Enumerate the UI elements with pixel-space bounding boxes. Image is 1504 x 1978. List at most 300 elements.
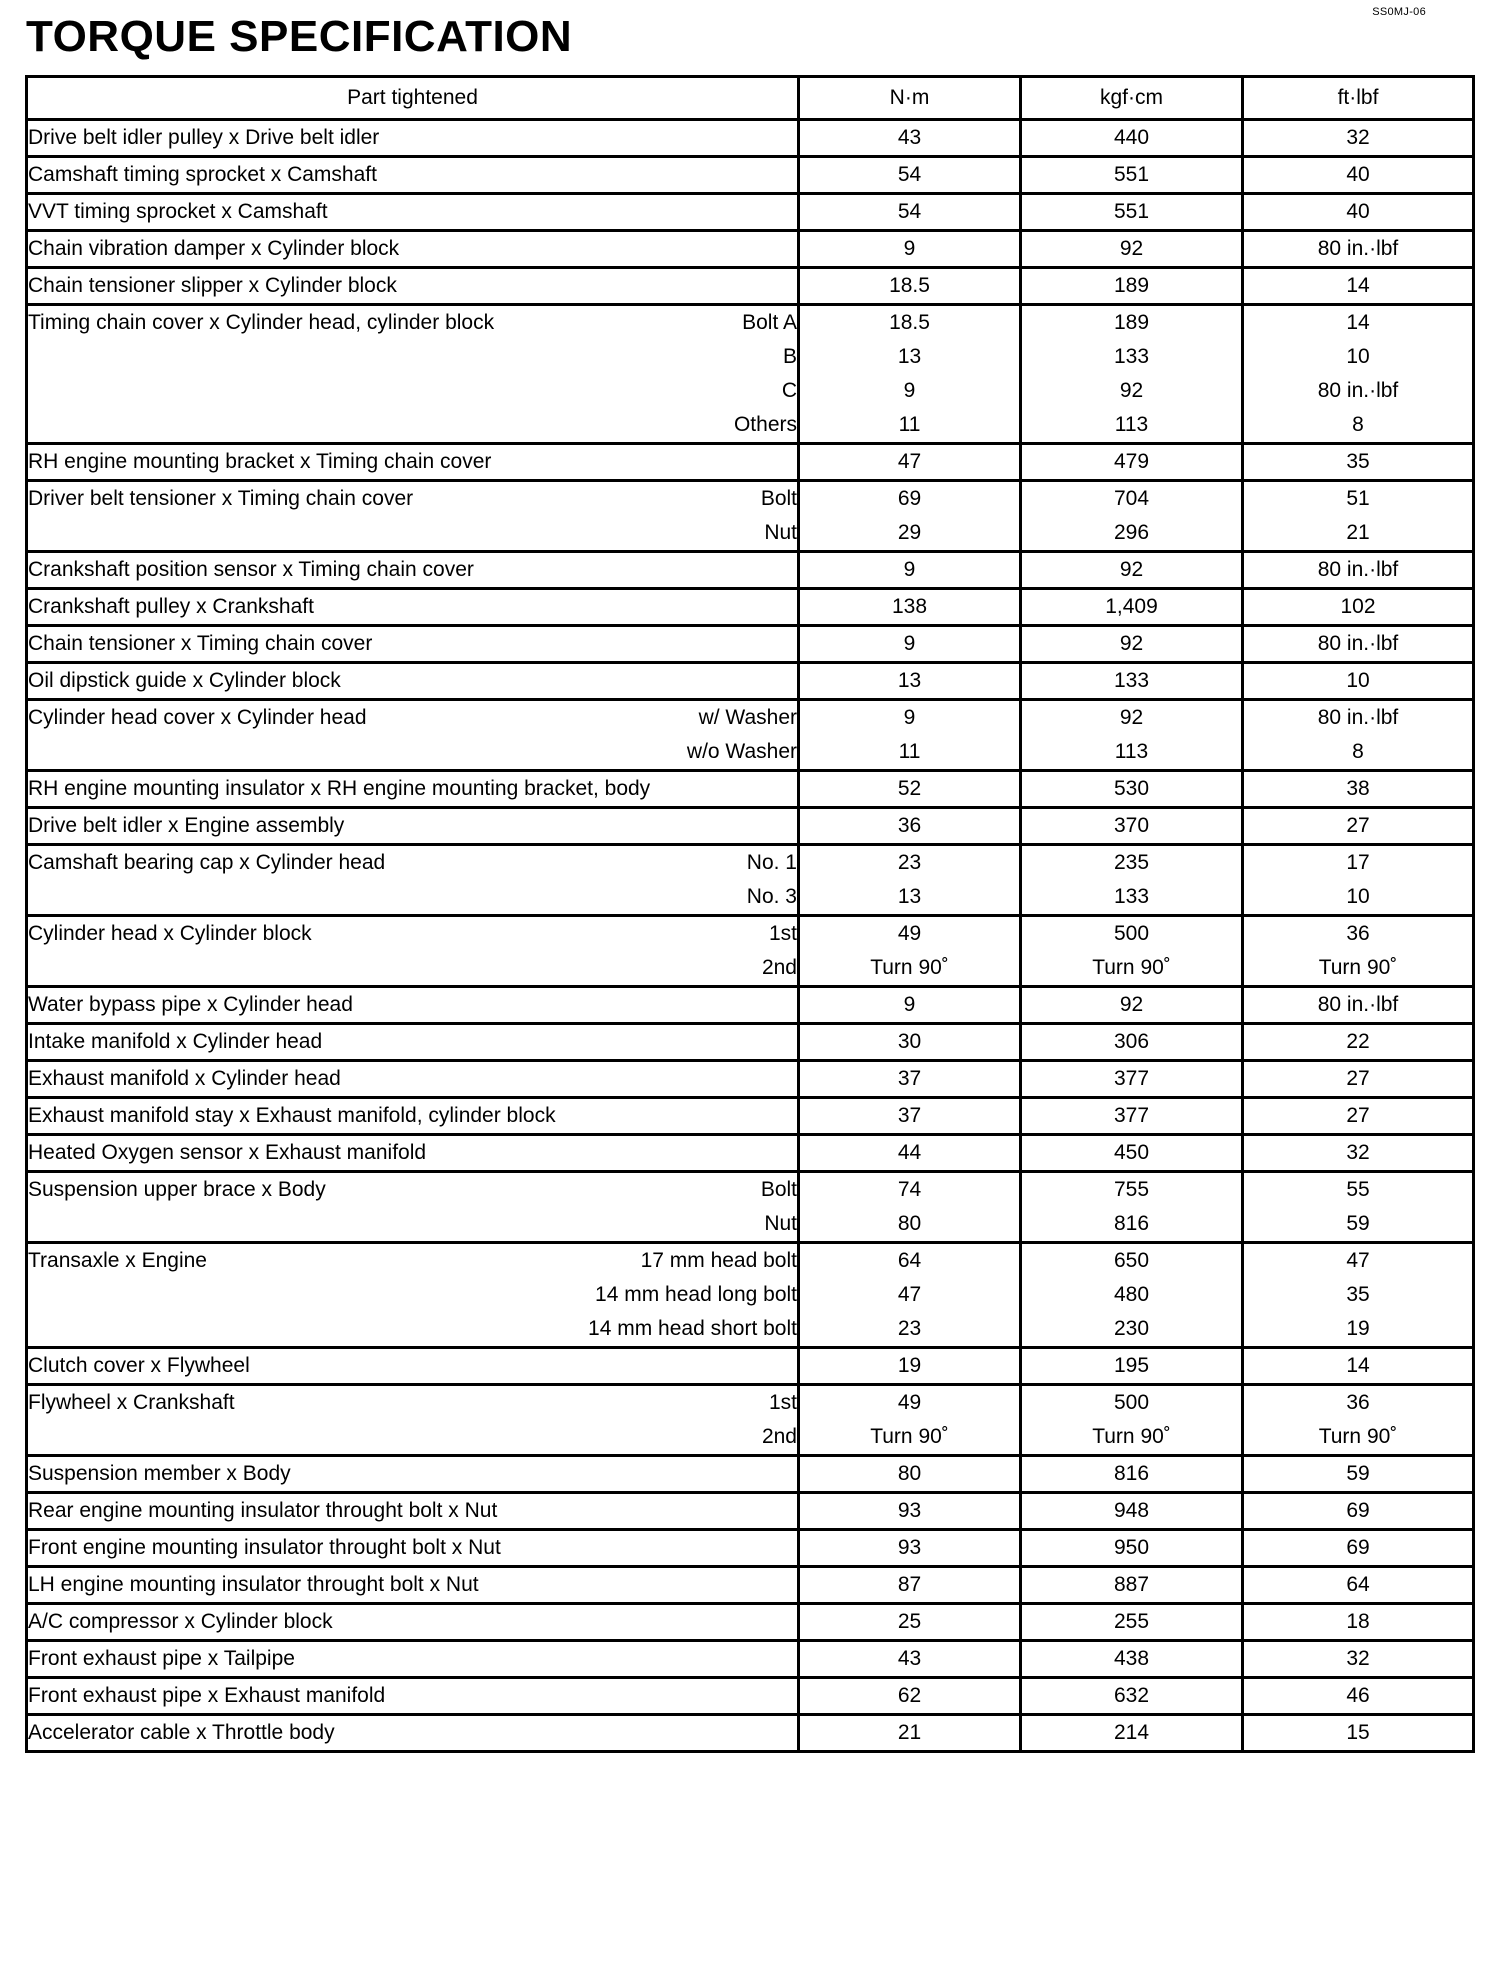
part-name: Camshaft timing sprocket x Camshaft: [28, 163, 377, 186]
part-cell: [27, 1385, 799, 1456]
part-line: [28, 951, 797, 985]
value: 22: [1346, 1030, 1370, 1053]
kgf-cell: [1021, 1530, 1243, 1567]
value: 8: [1352, 740, 1364, 763]
table-row: [27, 552, 1474, 589]
table-row: [27, 1135, 1474, 1172]
value: 30: [897, 1030, 922, 1053]
value: 133: [1113, 669, 1150, 692]
kgf-cell: [1021, 120, 1243, 157]
part-sub-label: 1st: [768, 922, 797, 945]
part-sub-label: C: [781, 379, 797, 402]
part-name: Camshaft bearing cap x Cylinder head: [28, 851, 386, 874]
ftlbf-cell: [1243, 589, 1474, 626]
part-line: [28, 1136, 797, 1170]
table-row: [27, 589, 1474, 626]
value: 11: [898, 740, 921, 763]
part-sub-label: Nut: [764, 521, 797, 544]
part-name: Driver belt tensioner x Timing chain cover: [28, 487, 414, 510]
value: 13: [897, 885, 922, 908]
ftlbf-cell: [1243, 552, 1474, 589]
value: 479: [1113, 450, 1150, 473]
ftlbf-cell: [1243, 987, 1474, 1024]
part-cell: [27, 305, 799, 444]
ftlbf-cell: [1243, 1135, 1474, 1172]
value: 704: [1113, 487, 1150, 510]
value: 32: [1346, 1647, 1370, 1670]
table-row: [27, 481, 1474, 552]
part-cell: [27, 231, 799, 268]
ftlbf-cell: [1243, 1604, 1474, 1641]
part-cell: [27, 1530, 799, 1567]
nm-cell: [799, 157, 1021, 194]
table-row: [27, 626, 1474, 663]
value: 14: [1346, 274, 1370, 297]
value: 40: [1346, 200, 1370, 223]
kgf-cell: [1021, 1493, 1243, 1530]
part-sub-label: Bolt: [760, 1178, 797, 1201]
value: 80 in.·lbf: [1317, 993, 1399, 1016]
part-cell: [27, 1172, 799, 1243]
value: 9: [903, 706, 916, 729]
table-row: [27, 444, 1474, 481]
value: 14: [1346, 1354, 1370, 1377]
part-line: [28, 306, 797, 340]
part-name: A/C compressor x Cylinder block: [28, 1610, 333, 1633]
nm-cell: [799, 481, 1021, 552]
part-cell: [27, 771, 799, 808]
ftlbf-cell: [1243, 1024, 1474, 1061]
value: 36: [1346, 922, 1370, 945]
part-name: Crankshaft pulley x Crankshaft: [28, 595, 314, 618]
table-row: [27, 1061, 1474, 1098]
part-name: Crankshaft position sensor x Timing chain cover: [28, 558, 474, 581]
value: Turn 90˚: [870, 956, 949, 979]
part-line: [28, 408, 797, 442]
value: 816: [1113, 1462, 1150, 1485]
table-row: [27, 1098, 1474, 1135]
value: Turn 90˚: [1092, 1425, 1171, 1448]
part-line: [28, 1531, 797, 1565]
part-cell: [27, 1678, 799, 1715]
value: 27: [1346, 1067, 1370, 1090]
part-name: VVT timing sprocket x Camshaft: [28, 200, 328, 223]
table-row: [27, 1715, 1474, 1752]
value: 21: [897, 1721, 922, 1744]
part-cell: [27, 1061, 799, 1098]
ftlbf-cell: [1243, 194, 1474, 231]
value: 64: [897, 1249, 922, 1272]
nm-cell: [799, 444, 1021, 481]
part-name: Cylinder head x Cylinder block: [28, 922, 312, 945]
value: 551: [1113, 200, 1150, 223]
part-cell: [27, 1348, 799, 1385]
kgf-cell: [1021, 1098, 1243, 1135]
value: 69: [1346, 1536, 1370, 1559]
value: 93: [897, 1536, 922, 1559]
value: 52: [897, 777, 922, 800]
ftlbf-cell: [1243, 231, 1474, 268]
table-row: [27, 305, 1474, 444]
nm-cell: [799, 808, 1021, 845]
part-sub-label: No. 1: [746, 851, 797, 874]
part-cell: [27, 120, 799, 157]
part-line: [28, 1278, 797, 1312]
value: 51: [1346, 487, 1370, 510]
ftlbf-cell: [1243, 1715, 1474, 1752]
part-cell: [27, 268, 799, 305]
value: 755: [1113, 1178, 1150, 1201]
value: 230: [1113, 1317, 1150, 1340]
part-sub-label: Bolt A: [742, 311, 797, 334]
part-name: Flywheel x Crankshaft: [28, 1391, 235, 1414]
ftlbf-cell: [1243, 157, 1474, 194]
kgf-cell: [1021, 1715, 1243, 1752]
table-row: [27, 1243, 1474, 1348]
value: 133: [1113, 885, 1150, 908]
part-line: [28, 1062, 797, 1096]
kgf-cell: [1021, 589, 1243, 626]
ftlbf-cell: [1243, 1530, 1474, 1567]
part-line: [28, 158, 797, 192]
part-name: Suspension member x Body: [28, 1462, 291, 1485]
nm-cell: [799, 1493, 1021, 1530]
value: 21: [1346, 521, 1370, 544]
part-cell: [27, 663, 799, 700]
nm-cell: [799, 1567, 1021, 1604]
kgf-cell: [1021, 1243, 1243, 1348]
part-name: Suspension upper brace x Body: [28, 1178, 326, 1201]
part-name: Timing chain cover x Cylinder head, cylinder block: [28, 311, 495, 334]
nm-cell: [799, 194, 1021, 231]
part-sub-label: w/o Washer: [686, 740, 797, 763]
table-row: [27, 1385, 1474, 1456]
value: 74: [897, 1178, 922, 1201]
part-sub-label: 2nd: [761, 956, 797, 979]
value: 47: [897, 1283, 922, 1306]
value: 8: [1352, 413, 1364, 436]
part-name: Front exhaust pipe x Tailpipe: [28, 1647, 295, 1670]
value: 113: [1114, 740, 1149, 763]
value: 255: [1113, 1610, 1150, 1633]
value: 47: [1346, 1249, 1370, 1272]
value: 92: [1119, 706, 1144, 729]
part-line: [28, 772, 797, 806]
nm-cell: [799, 1061, 1021, 1098]
value: 49: [897, 1391, 922, 1414]
nm-cell: [799, 1172, 1021, 1243]
part-sub-label: 14 mm head long bolt: [595, 1283, 797, 1306]
kgf-cell: [1021, 231, 1243, 268]
value: 32: [1346, 1141, 1370, 1164]
part-cell: [27, 700, 799, 771]
part-name: RH engine mounting bracket x Timing chain cover: [28, 450, 492, 473]
part-line: [28, 1025, 797, 1059]
part-sub-label: 2nd: [761, 1425, 797, 1448]
kgf-cell: [1021, 1567, 1243, 1604]
ftlbf-cell: [1243, 1641, 1474, 1678]
nm-cell: [799, 916, 1021, 987]
value: 450: [1113, 1141, 1150, 1164]
nm-cell: [799, 1385, 1021, 1456]
value: 113: [1114, 413, 1149, 436]
value: 80 in.·lbf: [1317, 632, 1399, 655]
nm-cell: [799, 1135, 1021, 1172]
kgf-cell: [1021, 552, 1243, 589]
ftlbf-cell: [1243, 1061, 1474, 1098]
part-line: [28, 1605, 797, 1639]
part-line: [28, 664, 797, 698]
value: 27: [1346, 814, 1370, 837]
value: 10: [1346, 885, 1370, 908]
part-name: Front exhaust pipe x Exhaust manifold: [28, 1684, 386, 1707]
value: 440: [1113, 126, 1150, 149]
nm-cell: [799, 1024, 1021, 1061]
nm-cell: [799, 120, 1021, 157]
value: 23: [897, 1317, 922, 1340]
value: 47: [897, 450, 922, 473]
value: 950: [1113, 1536, 1150, 1559]
nm-cell: [799, 626, 1021, 663]
value: 62: [897, 1684, 922, 1707]
part-sub-label: Nut: [764, 1212, 797, 1235]
table-row: [27, 1348, 1474, 1385]
value: 43: [897, 1647, 922, 1670]
table-body: [27, 120, 1474, 1752]
part-name: Chain vibration damper x Cylinder block: [28, 237, 400, 260]
part-name: Intake manifold x Cylinder head: [28, 1030, 323, 1053]
value: 18.5: [889, 311, 930, 334]
value: 370: [1113, 814, 1150, 837]
value: 92: [1119, 379, 1144, 402]
value: 49: [897, 922, 922, 945]
value: 296: [1113, 521, 1150, 544]
part-line: [28, 1173, 797, 1207]
value: 55: [1346, 1178, 1370, 1201]
ftlbf-cell: [1243, 1243, 1474, 1348]
part-sub-label: 17 mm head bolt: [640, 1249, 797, 1272]
part-name: Oil dipstick guide x Cylinder block: [28, 669, 341, 692]
kgf-cell: [1021, 1024, 1243, 1061]
kgf-cell: [1021, 1061, 1243, 1098]
part-cell: [27, 1715, 799, 1752]
part-line: [28, 988, 797, 1022]
table-row: [27, 157, 1474, 194]
part-line: [28, 917, 797, 951]
kgf-cell: [1021, 481, 1243, 552]
value: 29: [897, 521, 922, 544]
part-cell: [27, 552, 799, 589]
value: 9: [903, 993, 916, 1016]
value: 500: [1113, 1391, 1150, 1414]
ftlbf-cell: [1243, 120, 1474, 157]
value: Turn 90˚: [870, 1425, 949, 1448]
kgf-cell: [1021, 916, 1243, 987]
nm-cell: [799, 231, 1021, 268]
part-cell: [27, 481, 799, 552]
part-name: LH engine mounting insulator throught bolt x Nut: [28, 1573, 479, 1596]
ftlbf-cell: [1243, 481, 1474, 552]
part-line: [28, 1494, 797, 1528]
part-cell: [27, 1098, 799, 1135]
value: 102: [1340, 595, 1376, 618]
table-row: [27, 1172, 1474, 1243]
value: Turn 90˚: [1318, 956, 1398, 979]
value: 887: [1113, 1573, 1150, 1596]
nm-cell: [799, 1456, 1021, 1493]
value: 46: [1346, 1684, 1370, 1707]
value: 9: [903, 237, 916, 260]
part-line: [28, 1457, 797, 1491]
value: 189: [1113, 274, 1150, 297]
part-line: [28, 340, 797, 374]
part-name: Rear engine mounting insulator throught bolt x Nut: [28, 1499, 498, 1522]
part-line: [28, 701, 797, 735]
kgf-cell: [1021, 157, 1243, 194]
kgf-cell: [1021, 268, 1243, 305]
value: 80 in.·lbf: [1317, 379, 1399, 402]
kgf-cell: [1021, 444, 1243, 481]
value: 69: [1346, 1499, 1370, 1522]
ftlbf-cell: [1243, 1172, 1474, 1243]
part-cell: [27, 1641, 799, 1678]
part-line: [28, 232, 797, 266]
value: 214: [1113, 1721, 1150, 1744]
kgf-cell: [1021, 700, 1243, 771]
part-line: [28, 590, 797, 624]
part-line: [28, 1568, 797, 1602]
part-sub-label: 1st: [768, 1391, 797, 1414]
value: 38: [1346, 777, 1370, 800]
part-name: Drive belt idler pulley x Drive belt idler: [28, 126, 380, 149]
part-line: [28, 121, 797, 155]
part-name: Front engine mounting insulator throught bolt x Nut: [28, 1536, 501, 1559]
value: 92: [1119, 993, 1144, 1016]
value: 92: [1119, 558, 1144, 581]
part-line: [28, 445, 797, 479]
ftlbf-cell: [1243, 626, 1474, 663]
nm-cell: [799, 1530, 1021, 1567]
part-sub-label: B: [782, 345, 797, 368]
value: 80: [897, 1462, 922, 1485]
value: Turn 90˚: [1092, 956, 1171, 979]
part-line: [28, 809, 797, 843]
nm-cell: [799, 1098, 1021, 1135]
value: 11: [898, 413, 921, 436]
nm-cell: [799, 1678, 1021, 1715]
header-nm: N·m: [799, 77, 1021, 120]
part-cell: [27, 845, 799, 916]
nm-cell: [799, 305, 1021, 444]
value: 59: [1346, 1462, 1370, 1485]
kgf-cell: [1021, 305, 1243, 444]
value: 40: [1346, 163, 1370, 186]
value: 43: [897, 126, 922, 149]
nm-cell: [799, 1604, 1021, 1641]
table-row: [27, 916, 1474, 987]
ftlbf-cell: [1243, 1348, 1474, 1385]
part-line: [28, 735, 797, 769]
part-cell: [27, 1567, 799, 1604]
part-name: Transaxle x Engine: [28, 1249, 207, 1272]
part-cell: [27, 157, 799, 194]
value: 235: [1113, 851, 1150, 874]
part-sub-label: Bolt: [760, 487, 797, 510]
value: 36: [1346, 1391, 1370, 1414]
value: 17: [1346, 851, 1370, 874]
part-line: [28, 1244, 797, 1278]
part-line: [28, 627, 797, 661]
ftlbf-cell: [1243, 1098, 1474, 1135]
value: 138: [891, 595, 928, 618]
table-row: [27, 1604, 1474, 1641]
value: 23: [897, 851, 922, 874]
ftlbf-cell: [1243, 845, 1474, 916]
kgf-cell: [1021, 626, 1243, 663]
part-name: Cylinder head cover x Cylinder head: [28, 706, 367, 729]
part-sub-label: 14 mm head short bolt: [588, 1317, 797, 1340]
value: 54: [897, 200, 922, 223]
part-cell: [27, 194, 799, 231]
part-name: Exhaust manifold x Cylinder head: [28, 1067, 341, 1090]
value: 15: [1346, 1721, 1370, 1744]
table-row: [27, 1530, 1474, 1567]
ftlbf-cell: [1243, 700, 1474, 771]
value: 948: [1113, 1499, 1150, 1522]
value: 438: [1113, 1647, 1150, 1670]
value: 13: [897, 345, 922, 368]
part-cell: [27, 589, 799, 626]
value: 551: [1113, 163, 1150, 186]
nm-cell: [799, 552, 1021, 589]
ftlbf-cell: [1243, 268, 1474, 305]
ftlbf-cell: [1243, 1385, 1474, 1456]
part-name: Accelerator cable x Throttle body: [28, 1721, 335, 1744]
part-cell: [27, 987, 799, 1024]
part-cell: [27, 916, 799, 987]
part-line: [28, 553, 797, 587]
value: 10: [1346, 669, 1370, 692]
table-row: [27, 194, 1474, 231]
nm-cell: [799, 1243, 1021, 1348]
part-cell: [27, 444, 799, 481]
kgf-cell: [1021, 1604, 1243, 1641]
value: 69: [897, 487, 922, 510]
value: 80 in.·lbf: [1317, 558, 1399, 581]
part-name: Chain tensioner slipper x Cylinder block: [28, 274, 397, 297]
part-line: [28, 1716, 797, 1750]
value: 9: [903, 558, 916, 581]
part-line: [28, 1349, 797, 1383]
part-line: [28, 880, 797, 914]
table-row: [27, 1024, 1474, 1061]
nm-cell: [799, 771, 1021, 808]
ftlbf-cell: [1243, 663, 1474, 700]
ftlbf-cell: [1243, 1493, 1474, 1530]
part-name: Drive belt idler x Engine assembly: [28, 814, 345, 837]
part-name: Exhaust manifold stay x Exhaust manifold, cylinder block: [28, 1104, 556, 1127]
document-code: SS0MJ-06: [1372, 6, 1426, 18]
value: 25: [897, 1610, 922, 1633]
value: 632: [1113, 1684, 1150, 1707]
kgf-cell: [1021, 194, 1243, 231]
value: 377: [1113, 1104, 1150, 1127]
part-line: [28, 1386, 797, 1420]
value: 133: [1113, 345, 1150, 368]
value: 195: [1113, 1354, 1150, 1377]
kgf-cell: [1021, 1172, 1243, 1243]
part-line: [28, 846, 797, 880]
